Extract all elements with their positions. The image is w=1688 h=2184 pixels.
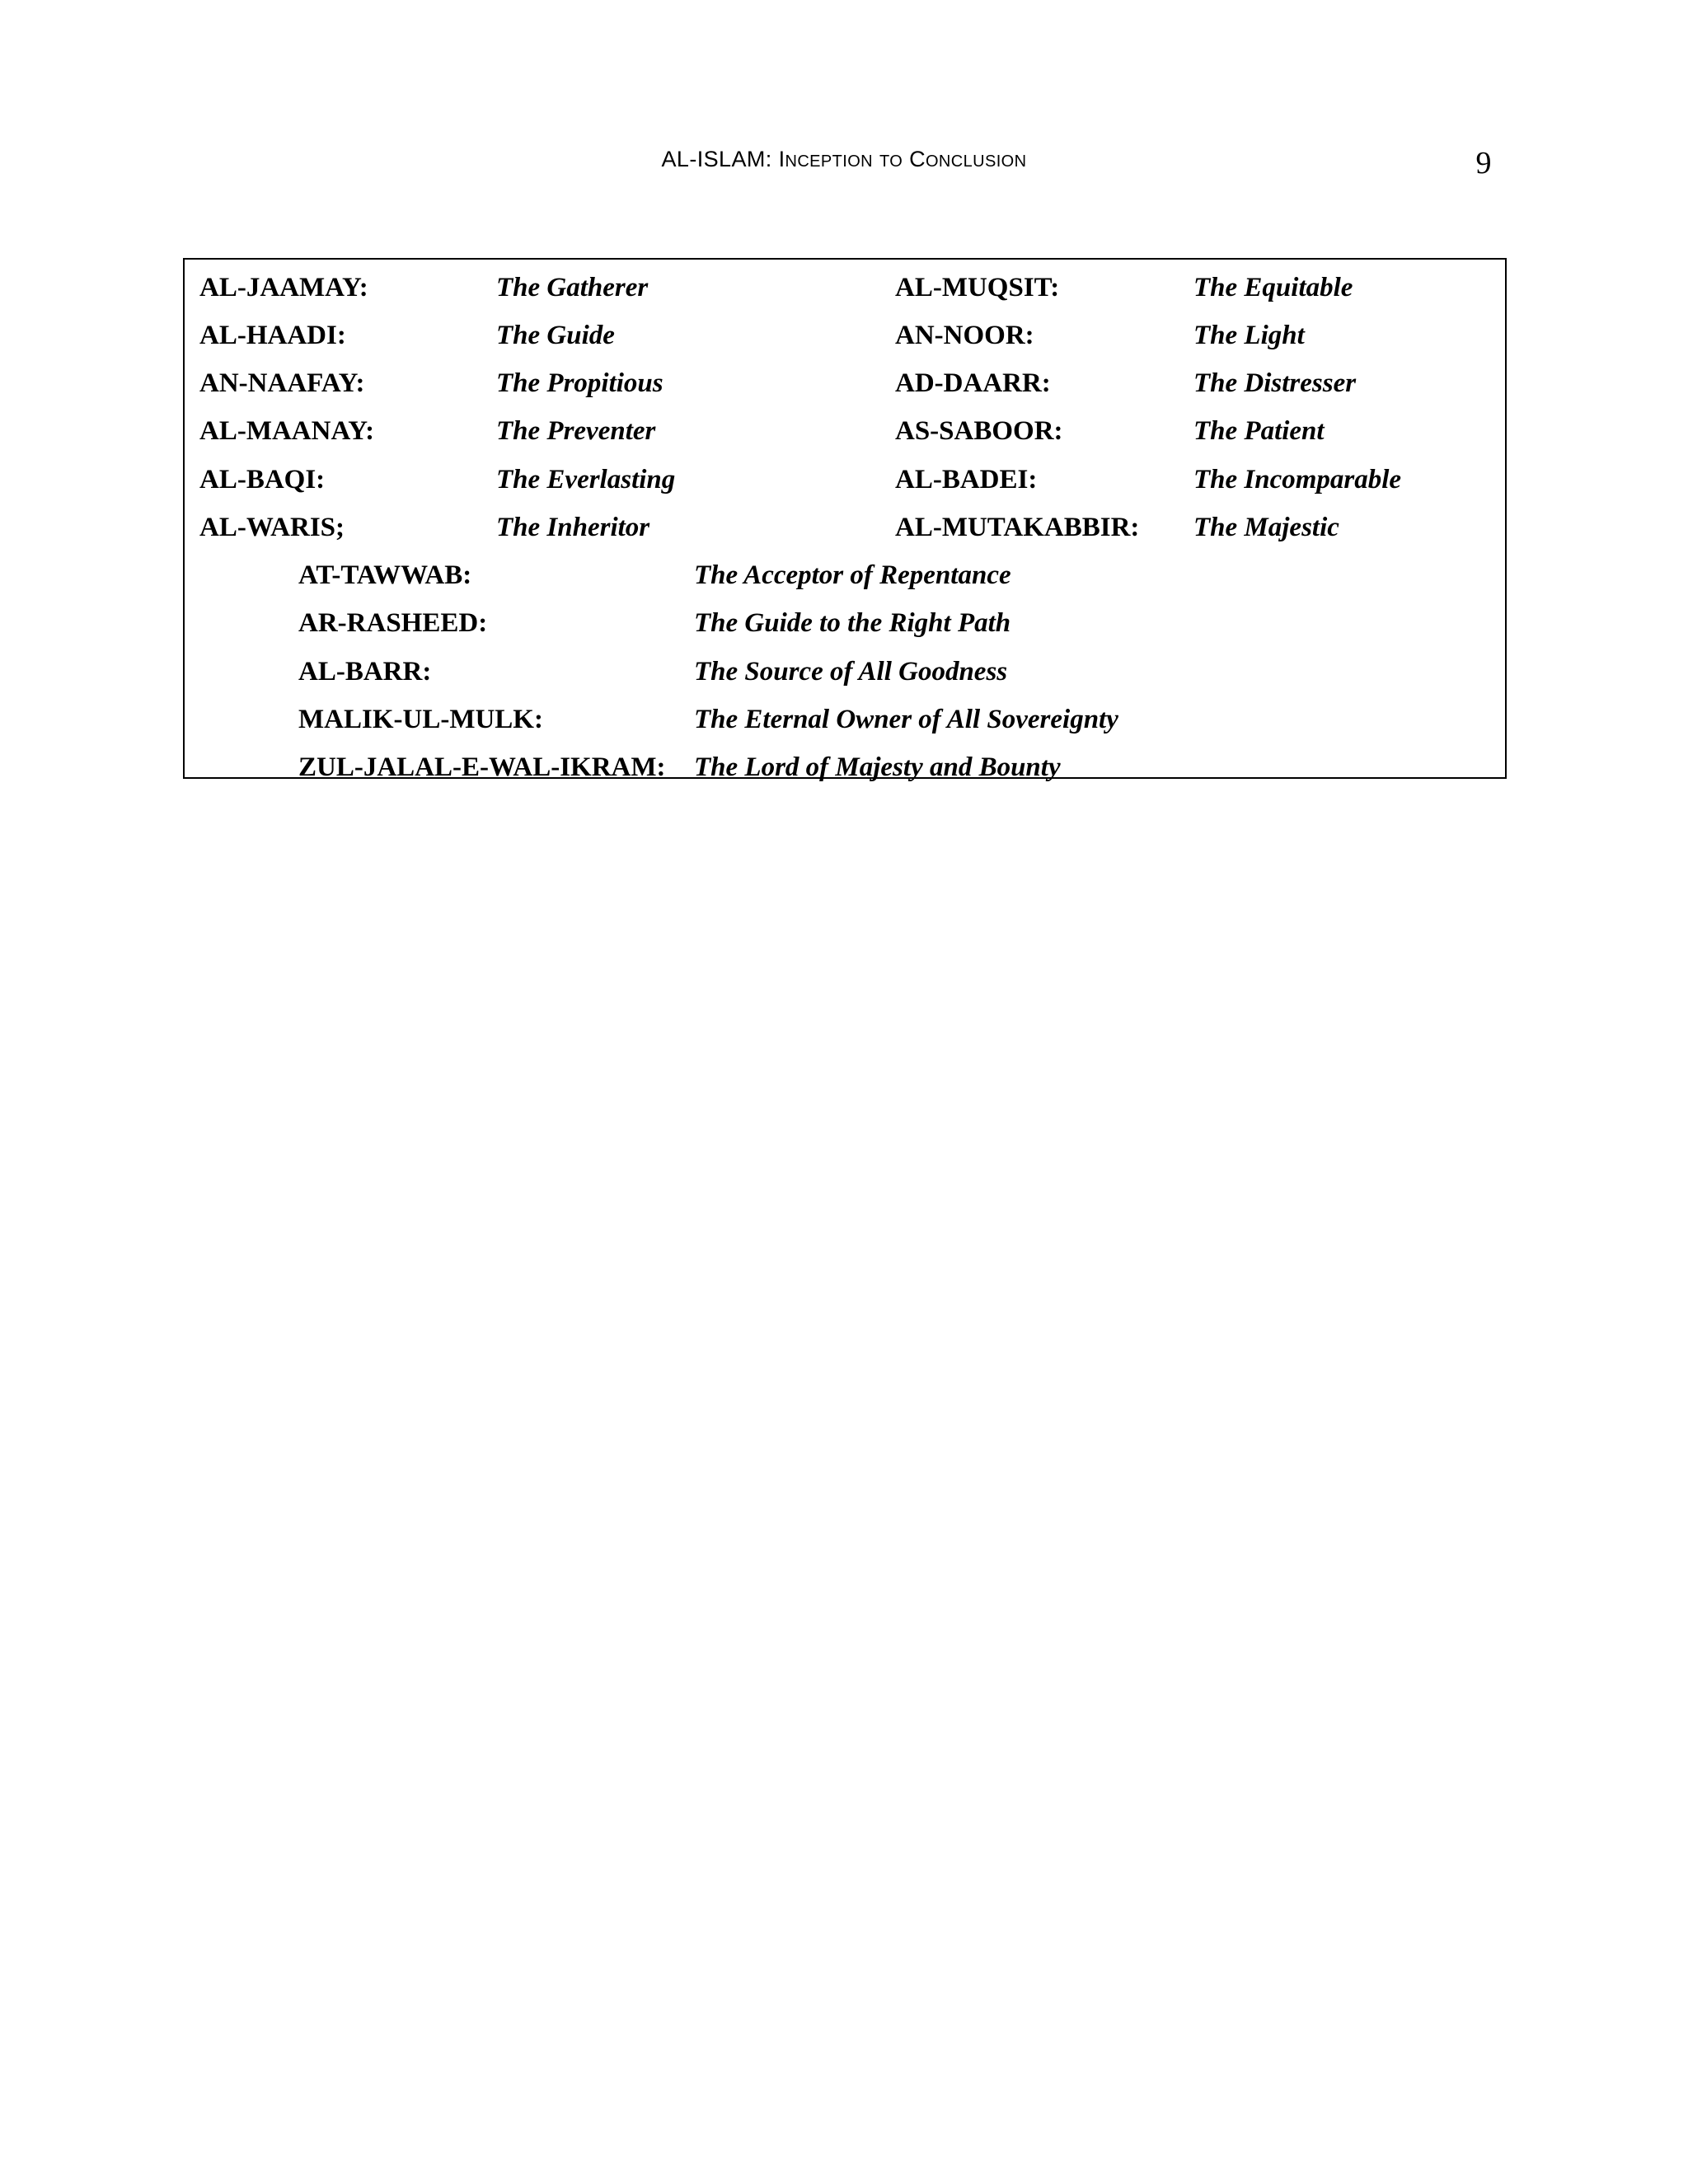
name-cell: AL-BAQI: [199,465,326,494]
meaning-cell: The Lord of Majesty and Bounty [694,752,1061,782]
name-cell: AS-SABOOR: [895,416,1063,446]
name-cell: AL-BADEI: [895,465,1038,494]
meaning-cell: The Preventer [496,416,656,446]
header-title-prefix: AL-ISLAM: [661,147,772,171]
name-cell: AL-BARR: [298,657,432,687]
meaning-cell: The Source of All Goodness [694,657,1008,687]
name-cell: AL-MUTAKABBIR: [895,513,1140,542]
name-cell: AL-WARIS; [199,513,345,542]
meaning-cell: The Everlasting [496,465,676,494]
name-cell: MALIK-UL-MULK: [298,705,543,734]
meaning-cell: The Inheritor [496,513,650,542]
name-cell: AT-TAWWAB: [298,560,472,590]
meaning-cell: The Guide [496,321,615,350]
name-cell: AN-NOOR: [895,321,1034,350]
name-cell: ZUL-JALAL-E-WAL-IKRAM: [298,752,666,782]
meaning-cell: The Propitious [496,368,663,398]
meaning-cell: The Light [1193,321,1305,350]
header-word-inception: INCEPTION [778,147,874,171]
name-cell: AL-HAADI: [199,321,346,350]
name-cell: AL-MUQSIT: [895,273,1060,302]
meaning-cell: The Equitable [1193,273,1353,302]
meaning-cell: The Guide to the Right Path [694,608,1011,638]
names-table [183,258,1507,782]
name-cell: AN-NAAFAY: [199,368,365,398]
meaning-cell: The Eternal Owner of All Sovereignty [694,705,1118,734]
meaning-cell: The Patient [1193,416,1325,446]
name-cell: AL-MAANAY: [199,416,375,446]
header-word-conclusion: CONCLUSION [909,147,1027,171]
meaning-cell: The Incomparable [1193,465,1402,494]
name-cell: AL-JAAMAY: [199,273,368,302]
meaning-cell: The Distresser [1193,368,1357,398]
name-cell: AD-DAARR: [895,368,1051,398]
meaning-cell: The Majestic [1193,513,1339,542]
header-word-to: TO [879,152,903,171]
meaning-cell: The Acceptor of Repentance [694,560,1011,590]
page-number: 9 [1475,146,1492,180]
name-cell: AR-RASHEED: [298,608,488,638]
running-header [0,147,1688,172]
meaning-cell: The Gatherer [496,273,649,302]
